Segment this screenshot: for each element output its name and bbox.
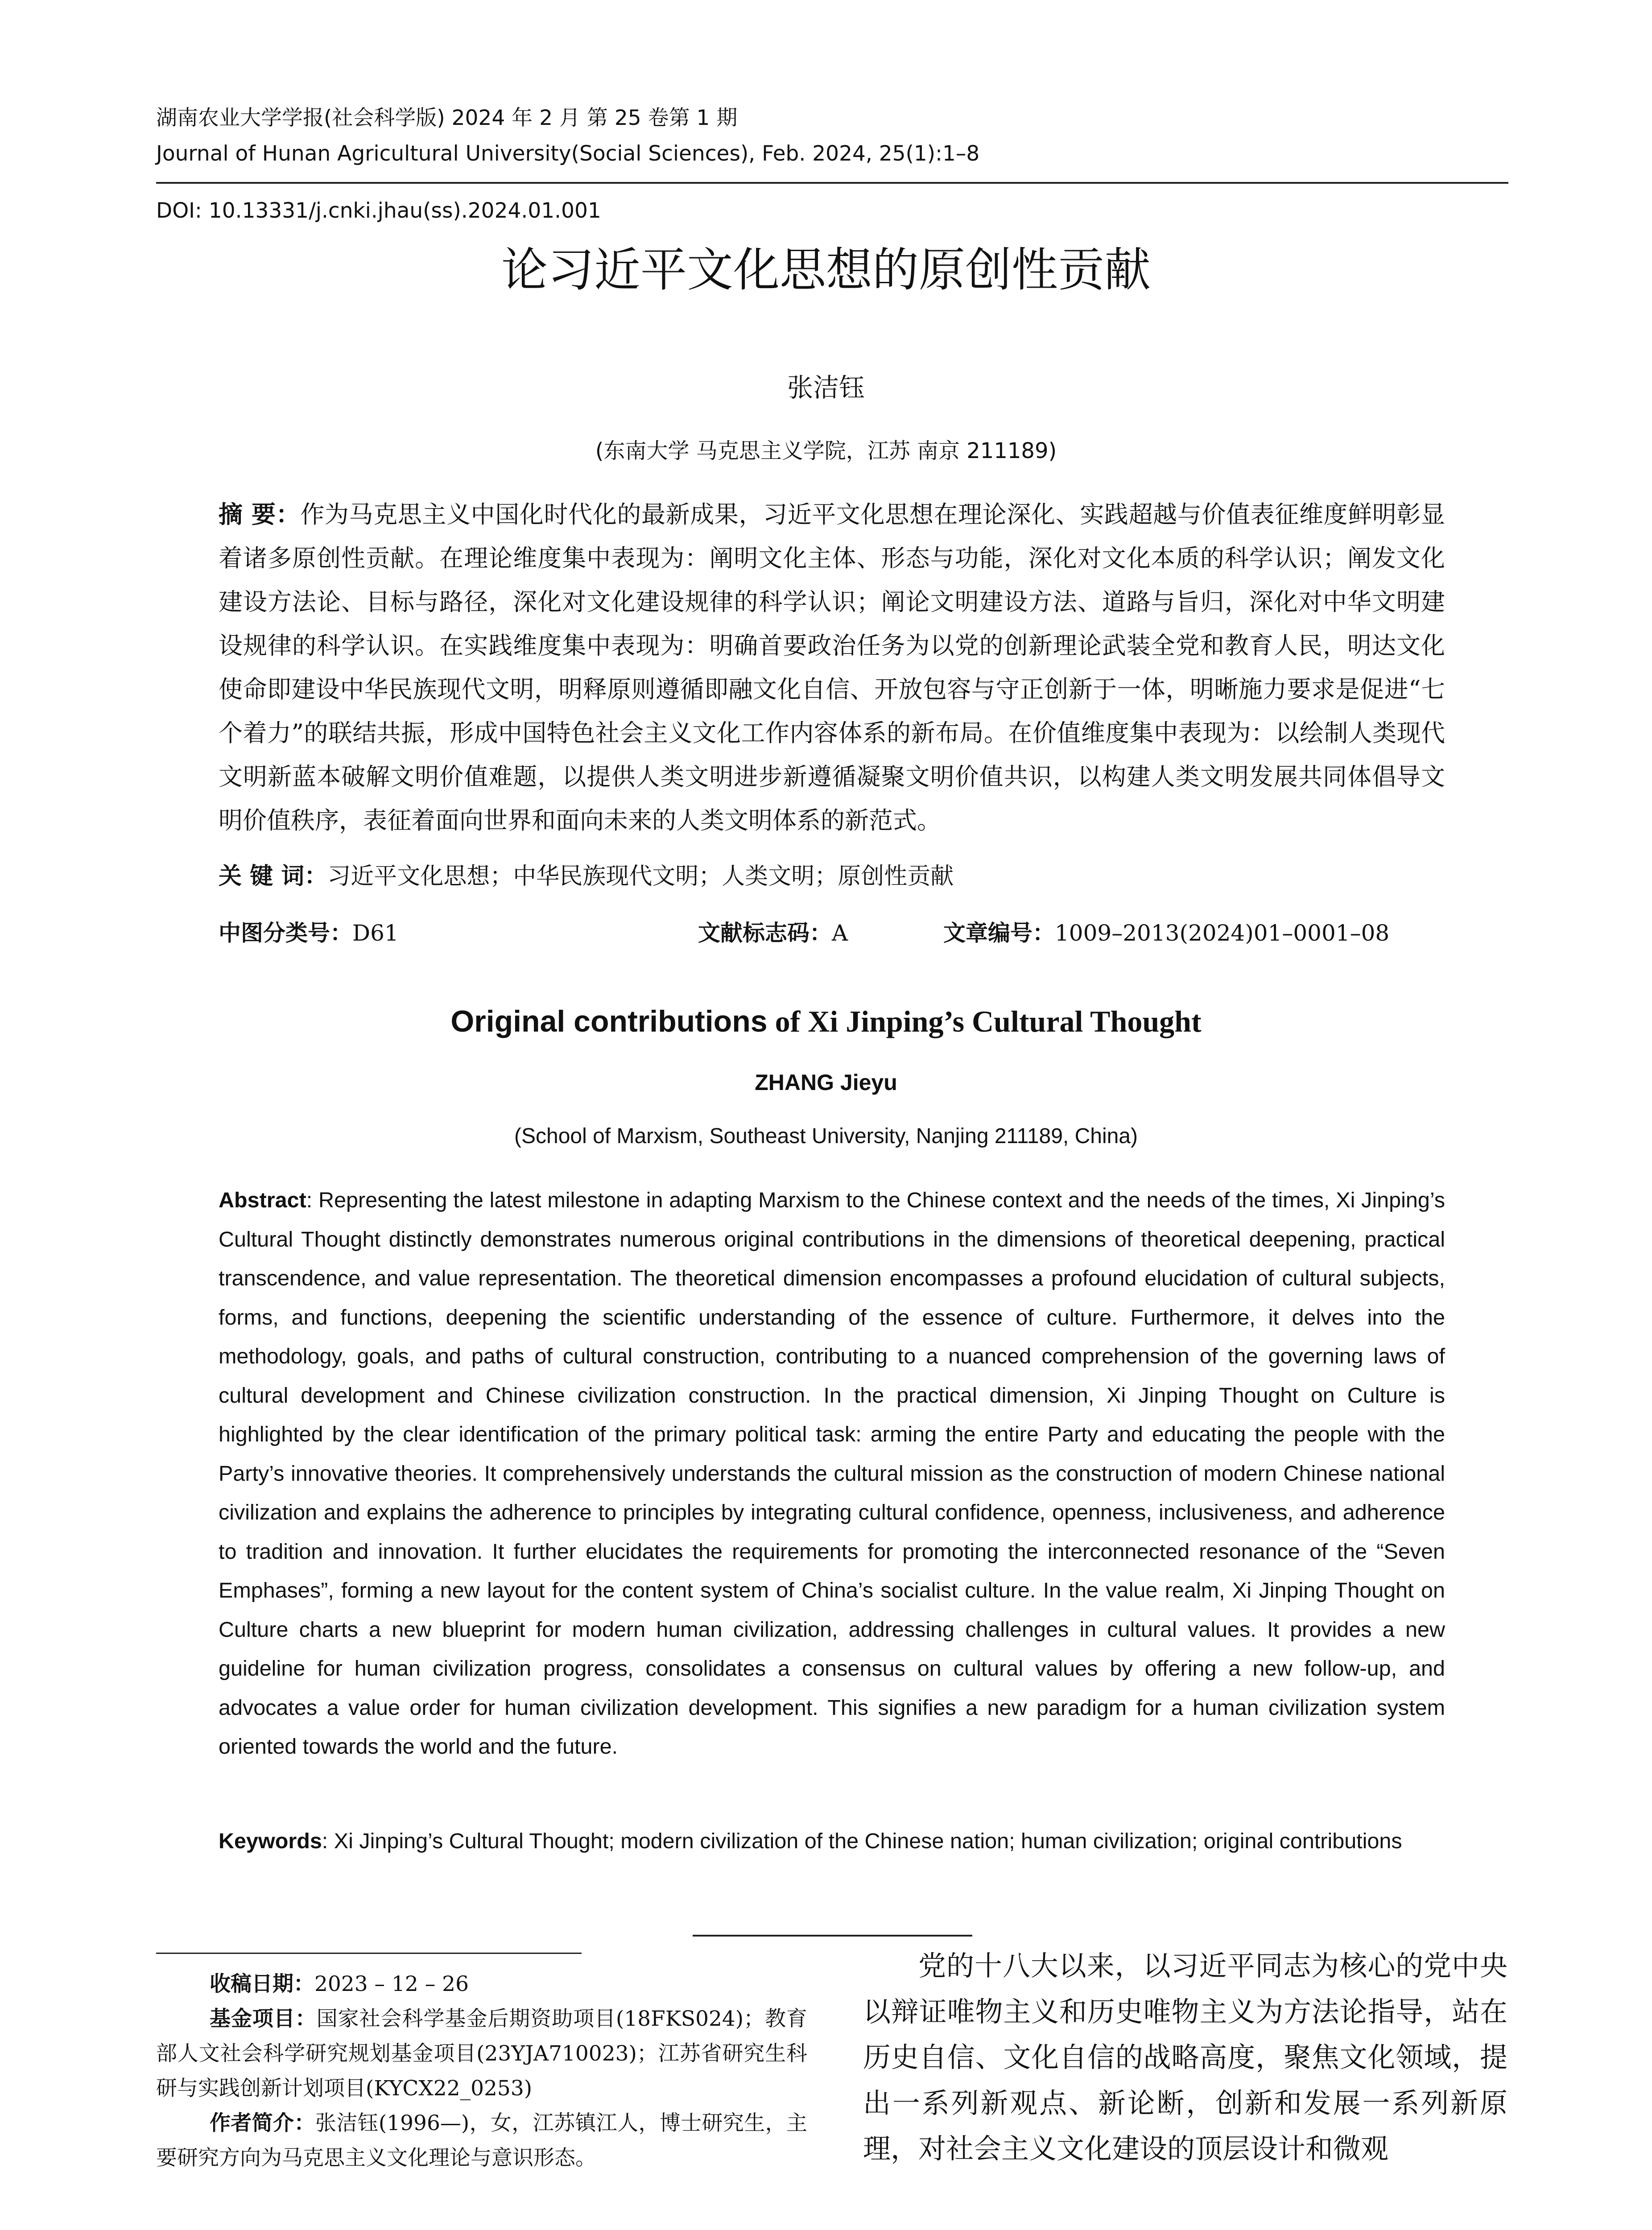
title-en-part1: Original contributions <box>450 1004 768 1038</box>
footnotes <box>156 1967 807 2176</box>
abstract-en-label: Abstract <box>219 1188 306 1212</box>
doc-code-value: A <box>832 920 848 946</box>
paper-title-cn: 论习近平文化思想的原创性贡献 <box>501 243 1151 297</box>
body-text-intro <box>863 1943 1507 2172</box>
doc-code-label: 文献标志码： <box>698 920 832 946</box>
fund-value: 国家社会科学基金后期资助项目(18FKS024)；教育部人文社会科学研究规划基金项目(23YJA710023)；江苏省研究生科研与实践创新计划项目(KYCX22_0253) <box>156 2007 808 2101</box>
received-value: 2023 – 12 – 26 <box>314 1972 469 1996</box>
clc-code <box>219 915 399 947</box>
journal-header-cn: 湖南农业大学学报(社会科学版) 2024 年 2 月 第 25 卷第 1 期 <box>156 106 738 130</box>
author-bio-label: 作者简介： <box>210 2111 315 2135</box>
footnote-fund <box>156 2002 807 2106</box>
classification-row <box>219 915 1445 946</box>
title-en-part2: of Xi Jinping’s Cultural Thought <box>767 1004 1202 1038</box>
clc-value: D61 <box>352 920 399 946</box>
body-intro-text: 党的十八大以来，以习近平同志为核心的党中央以辩证唯物主义和历史唯物主义为方法论指导，站在历史自信、文化自信的战略高度，聚焦文化领域，提出一系列新观点、新论断，创新和发展一系列新原理，对社会主义文化建设的顶层设计和微观 <box>863 1949 1507 2165</box>
affiliation-cn: (东南大学 马克思主义学院，江苏 南京 211189) <box>595 438 1057 463</box>
keywords-cn-label: 关 键 词： <box>219 863 328 890</box>
clc-label: 中图分类号： <box>219 920 352 946</box>
journal-header-en: Journal of Hunan Agricultural University(Social Sciences), Feb. 2024, 25(1):1–8 <box>156 141 980 166</box>
footnote-received <box>156 1967 807 2002</box>
article-no-label: 文章编号： <box>943 920 1055 946</box>
article-no-value: 1009–2013(2024)01–0001–08 <box>1055 920 1390 946</box>
keywords-en <box>219 1822 1445 1861</box>
author-cn: 张洁钰 <box>787 372 865 403</box>
keywords-cn <box>219 859 1445 894</box>
abstract-en-text: : Representing the latest milestone in adapting Marxism to the Chinese context and the needs of the times, Xi Jinping’s Cultural Thought distinctly demonstrates numerous original contributions in the dimensions of theoretical deepening, practical transcendence, and value representation. The theoretical dimension encompasses a profound elucidation of cultural subjects, forms, and functions, deepening the scientific understanding of the essence of culture. Furthermore, it delves into the methodology, goals, and paths of cultural construction, contributing to a nuanced comprehension of the governing laws of cultural development and Chinese civilization construction. In the practical dimension, Xi Jinping Thought on Culture is highlighted by the clear identification of the primary political task: arming the entire Party and educating the people with the Party’s innovative theories. It comprehensively understands the cultural mission as the construction of modern Chinese national civilization and explains the adherence to principles by integrating cultural confidence, openness, inclusiveness, and adherence to tradition and innovation. It further elucidates the requirements for promoting the interconnected resonance of the “Seven Emphases”, forming a new layout for the content system of China’s socialist culture. In the value realm, Xi Jinping Thought on Culture charts a new blueprint for modern human civilization, addressing challenges in cultural values. It provides a new guideline for human civilization progress, consolidates a consensus on cultural values by offering a new follow-up, and advocates a value order for human civilization development. This signifies a new paradigm for a human civilization system oriented towards the world and the future. <box>219 1188 1445 1759</box>
abstract-cn <box>219 493 1445 842</box>
fund-label: 基金项目： <box>210 2007 317 2031</box>
document-code <box>698 915 848 947</box>
header-rule <box>156 182 1508 184</box>
section-divider <box>693 1935 972 1937</box>
received-label: 收稿日期： <box>210 1972 314 1996</box>
paper-title-en <box>0 1001 1652 1042</box>
abstract-cn-label: 摘 要： <box>219 500 301 529</box>
keywords-en-text: : Xi Jinping’s Cultural Thought; modern civilization of the Chinese nation; human civilization; original contributions <box>322 1829 1402 1853</box>
keywords-en-label: Keywords <box>219 1829 322 1853</box>
keywords-cn-text: 习近平文化思想；中华民族现代文明；人类文明；原创性贡献 <box>327 863 954 890</box>
footnote-rule <box>156 1953 582 1954</box>
footnote-author <box>156 2106 807 2176</box>
article-number <box>943 915 1389 947</box>
abstract-en <box>219 1181 1445 1767</box>
doi: DOI: 10.13331/j.cnki.jhau(ss).2024.01.001 <box>156 198 601 223</box>
affiliation-en: (School of Marxism, Southeast University, Nanjing 211189, China) <box>514 1124 1138 1148</box>
author-bio-value: 张洁钰(1996—)，女，江苏镇江人，博士研究生，主要研究方向为马克思主义文化理论与意识形态。 <box>156 2111 808 2170</box>
abstract-cn-text: 作为马克思主义中国化时代化的最新成果，习近平文化思想在理论深化、实践超越与价值表征维度鲜明彰显着诸多原创性贡献。在理论维度集中表现为：阐明文化主体、形态与功能，深化对文化本质的科学认识；阐发文化建设方法论、目标与路径，深化对文化建设规律的科学认识；阐论文明建设方法、道路与旨归，深化对中华文明建设规律的科学认识。在实践维度集中表现为：明确首要政治任务为以党的创新理论武装全党和教育人民，明达文化使命即建设中华民族现代文明，明释原则遵循即融文化自信、开放包容与守正创新于一体，明晰施力要求是促进“七个着力”的联结共振，形成中国特色社会主义文化工作内容体系的新布局。在价值维度集中表现为：以绘制人类现代文明新蓝本破解文明价值难题，以提供人类文明进步新遵循凝聚文明价值共识，以构建人类文明发展共同体倡导文明价值秩序，表征着面向世界和面向未来的人类文明体系的新范式。 <box>219 500 1445 834</box>
author-en: ZHANG Jieyu <box>755 1070 897 1095</box>
